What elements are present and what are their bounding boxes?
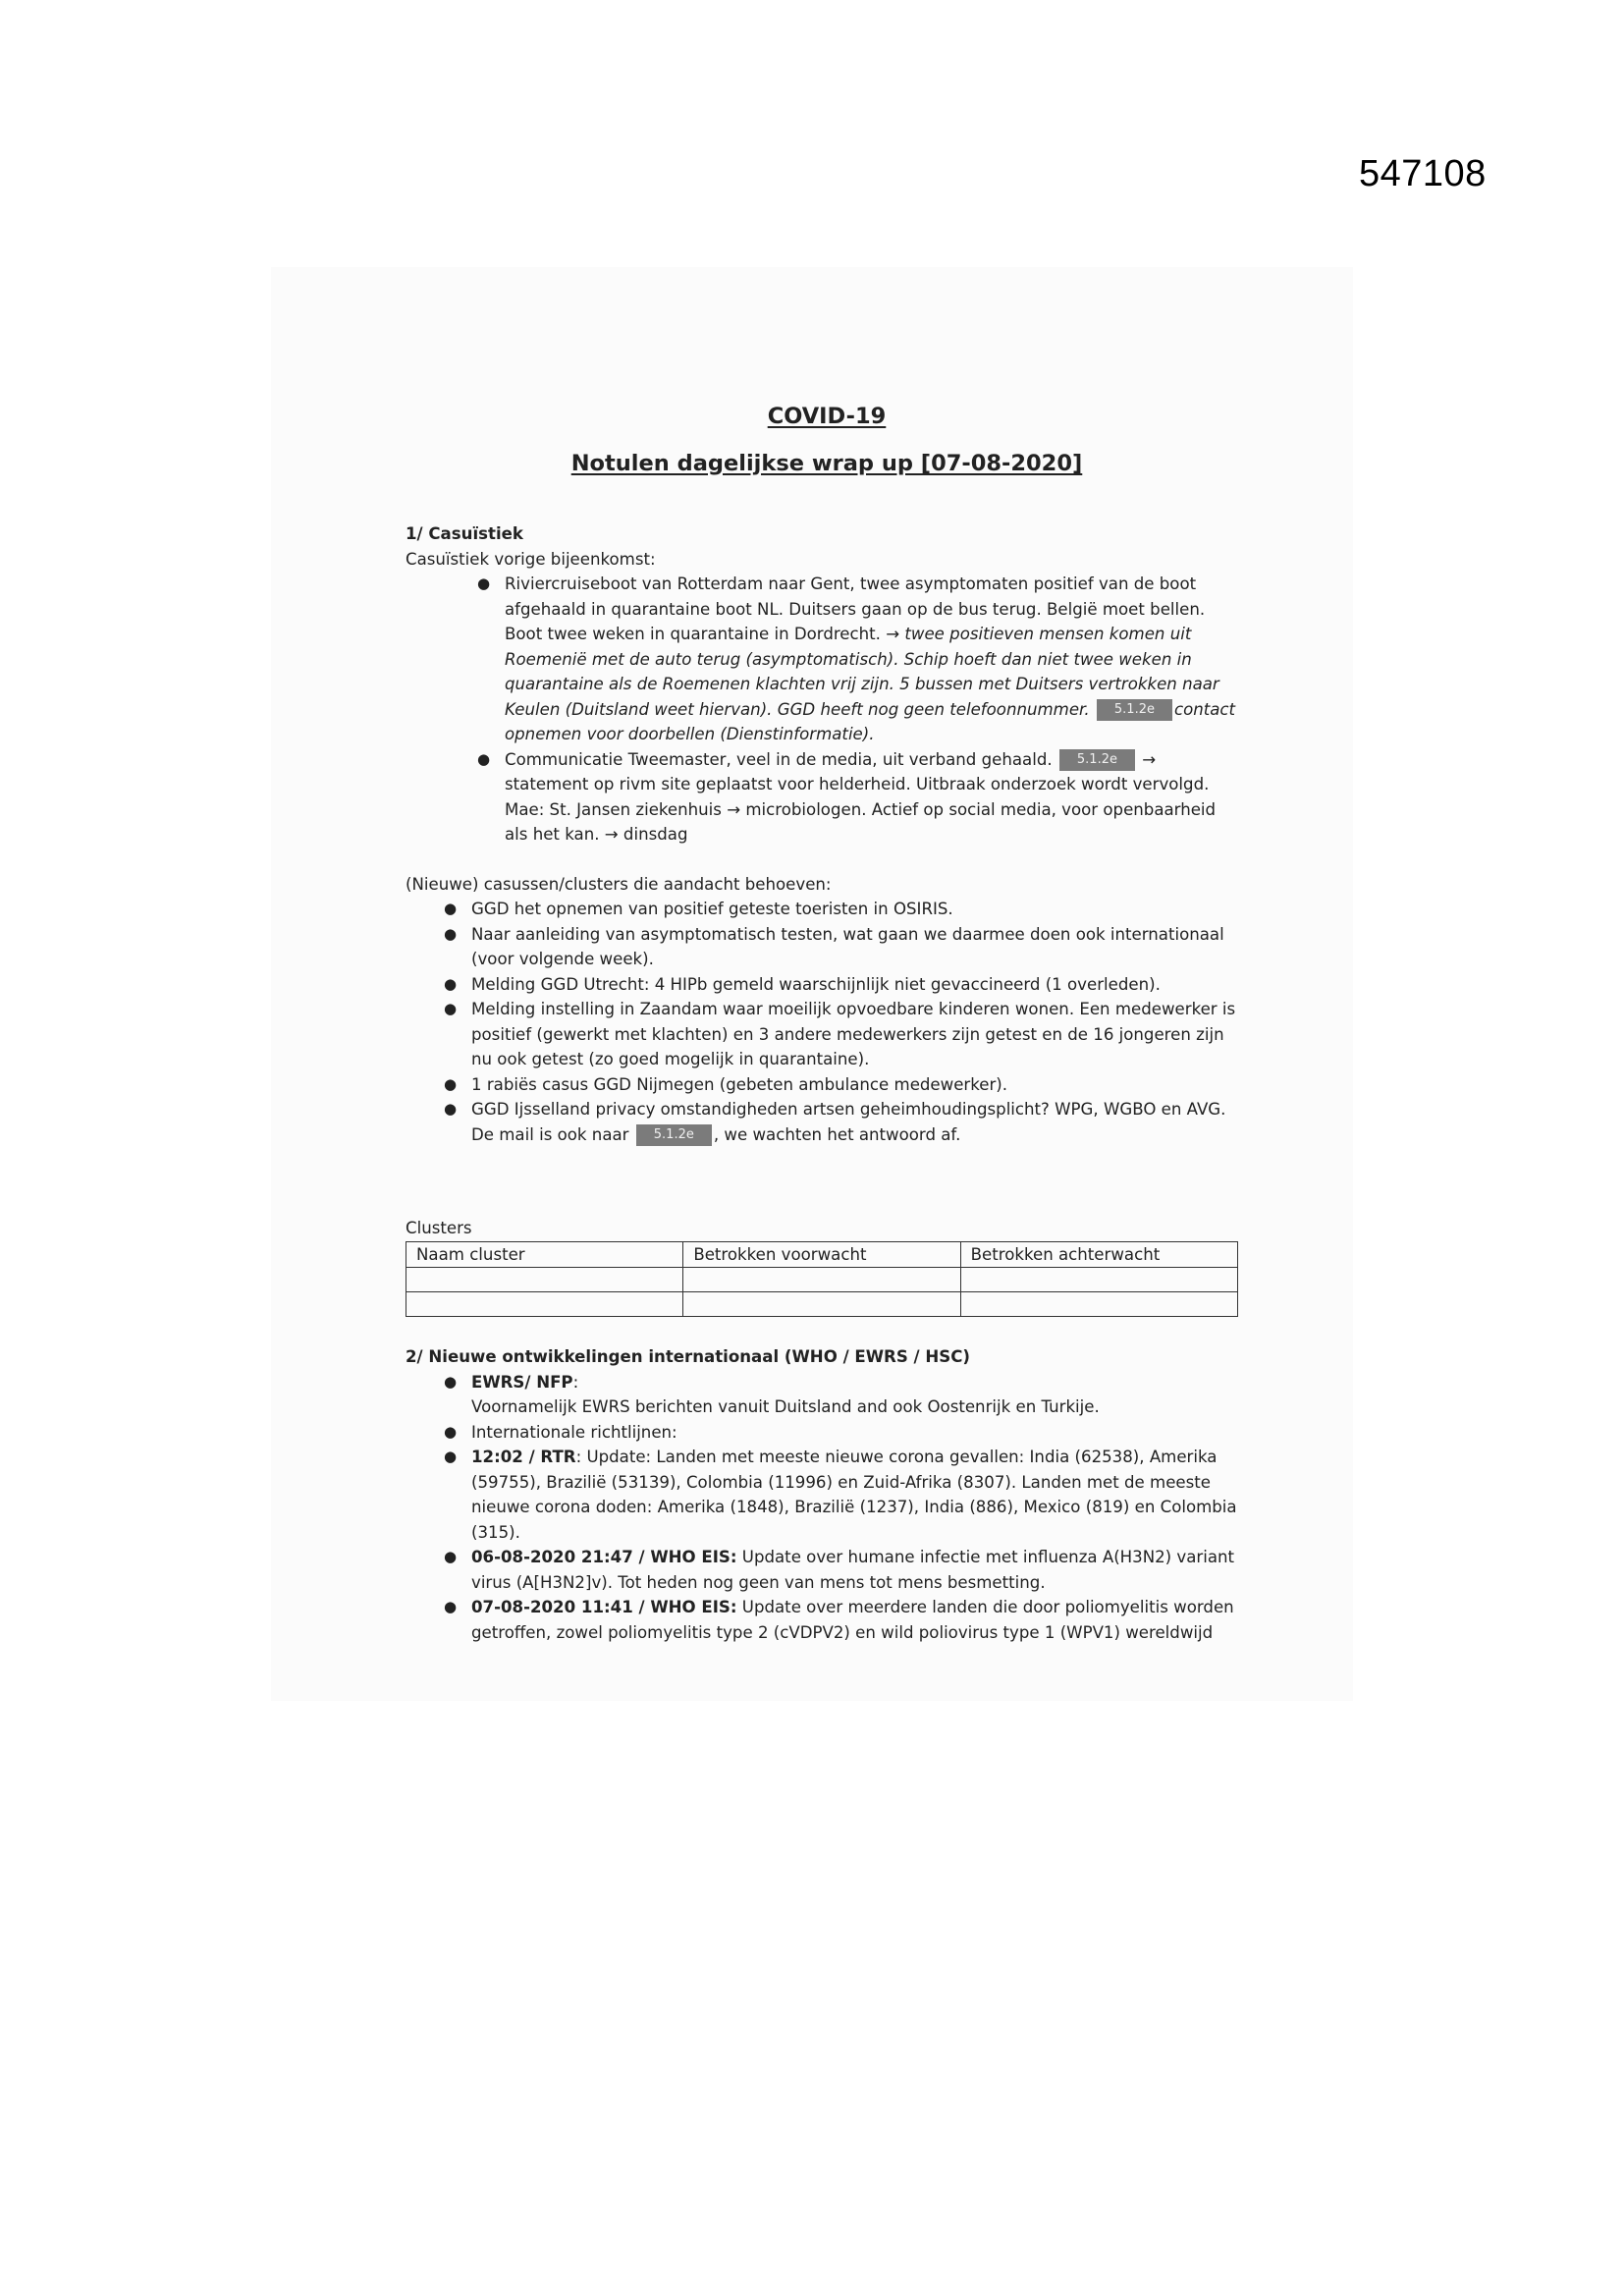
list-item [444,1445,1240,1545]
list-item [444,997,1240,1072]
document-id: 547108 [1359,153,1487,194]
column-header: Betrokken voorwacht [683,1241,960,1268]
bullet-icon: ● [444,1000,458,1017]
column-header: Naam cluster [406,1241,683,1268]
document-title: COVID-19 [767,404,887,429]
bullet-icon: ● [444,900,458,917]
bullet-text: Update over meerdere landen die door poliomyelitis worden getroffen, zowel poliomyelitis type 2 (cVDPV2) en wild poliovirus type 1 (WPV1) wereldwijd [471,1598,1234,1642]
new-cases-list [406,897,1240,1147]
bullet-text-italic: contact opnemen voor doorbellen (Dienstinformatie). [505,699,1236,743]
international-list [406,1370,1240,1646]
bullet-icon: ● [444,1548,458,1565]
section2-heading: 2/ Nieuwe ontwikkelingen internationaal (WHO / EWRS / HSC) [406,1347,970,1366]
bullet-text: : Update: Landen met meeste nieuwe corona gevallen: India (62538), Amerika (59755), Brazilië (53139), Colombia (11996) en Zuid-Afrika (8307). Landen met de meeste nieuwe corona doden: Amerika (1848), Brazilië (1237), India (886), Mexico (819) en Colombia (315). [471,1448,1237,1542]
bullet-bold: 06-08-2020 21:47 / WHO EIS: [471,1548,737,1566]
list-item [444,1545,1240,1595]
table-cell [960,1292,1237,1317]
bullet-bold: 12:02 / RTR [471,1448,576,1466]
list-item [444,1420,1240,1446]
bullet-text-italic: twee positieven mensen komen uit Roemenië met de auto terug (asymptomatisch). Schip hoeft dan niet twee weken in quarantaine als de Roemenen klachten vrij zijn. 5 bussen met Duitsers vertrokken naar Keulen (Duitsland weet hiervan). GGD heeft nog geen telefoonnummer. [505,625,1219,719]
bullet-icon: ● [444,1422,458,1441]
table-cell [406,1292,683,1317]
bullet-icon: ● [444,1598,458,1615]
table-cell [406,1268,683,1292]
clusters-label: Clusters [406,1219,472,1237]
bullet-text: GGD het opnemen van positief geteste toeristen in OSIRIS. [471,900,953,918]
bullet-text: GGD Ijsselland privacy omstandigheden artsen geheimhoudingsplicht? WPG, WGBO en AVG. De mail is ook naar [471,1100,1226,1144]
bullet-text: : [572,1372,579,1392]
redaction-box: 5.1.2e [1059,749,1135,771]
list-item [444,897,1240,922]
bullet-text: Update over humane infectie met influenza A(H3N2) variant virus (A[H3N2]v). Tot heden nog geen van mens tot mens besmetting. [471,1548,1235,1592]
bullet-text: , we wachten het antwoord af. [713,1124,961,1144]
section1-heading: 1/ Casuïstiek [406,524,523,543]
document-subtitle: Notulen dagelijkse wrap up [07-08-2020] [570,450,1083,476]
redaction-box: 5.1.2e [636,1124,712,1146]
list-item [477,572,1240,747]
bullet-icon: ● [477,749,491,768]
bullet-bold: 07-08-2020 11:41 / WHO EIS: [471,1598,737,1616]
bullet-text: Melding GGD Utrecht: 4 HIPb gemeld waarschijnlijk niet gevaccineerd (1 overleden). [471,974,1161,994]
column-header: Betrokken achterwacht [960,1241,1237,1268]
bullet-icon: ● [444,974,458,993]
bullet-icon: ● [444,1372,458,1391]
table-row [406,1268,1238,1292]
section1-intro: Casuïstiek vorige bijeenkomst: [406,549,656,569]
bullet-icon: ● [444,1448,458,1465]
clusters-table [406,1241,1238,1318]
table-cell [683,1292,960,1317]
bullet-text: → statement op rivm site geplaatst voor helderheid. Uitbraak onderzoek wordt vervolgd. Mae: St. Jansen ziekenhuis → microbiologen. Actief op social media, voor openbaarheid als het kan. → dinsdag [505,749,1217,844]
list-item [444,1370,1240,1420]
table-cell [683,1268,960,1292]
table-row [406,1292,1238,1317]
list-item [444,972,1240,998]
bullet-text: Naar aanleiding van asymptomatisch testen, wat gaan we daarmee doen ook internationaal (voor volgende week). [471,924,1224,968]
list-item [444,1097,1240,1147]
bullet-text: Melding instelling in Zaandam waar moeilijk opvoedbare kinderen wonen. Een medewerker is positief (gewerkt met klachten) en 3 andere medewerkers zijn getest en de 16 jongeren zijn nu ook getest (zo goed mogelijk in quarantaine). [471,1000,1236,1068]
list-item [477,747,1240,847]
list-item [444,1072,1240,1098]
bullet-text: Internationale richtlijnen: [471,1422,677,1442]
document-body [406,393,1240,1645]
list-item [444,1595,1240,1645]
bullet-text: 1 rabiës casus GGD Nijmegen (gebeten ambulance medewerker). [471,1074,1008,1094]
table-header-row [406,1241,1238,1268]
bullet-icon: ● [444,1100,458,1118]
redaction-box: 5.1.2e [1097,699,1172,721]
bullet-text: Riviercruiseboot van Rotterdam naar Gent, twee asymptomaten positief van de boot afgehaald in quarantaine boot NL. Duitsers gaan op de bus terug. België moet bellen. Boot twee weken in quarantaine in Dordrecht. → [505,574,1206,643]
list-item [444,922,1240,972]
bullet-icon: ● [444,1074,458,1093]
bullet-icon: ● [444,924,458,943]
bullet-text: Communicatie Tweemaster, veel in de media, uit verband gehaald. [505,749,1053,769]
new-cases-intro: (Nieuwe) casussen/clusters die aandacht behoeven: [406,874,832,894]
bullet-icon: ● [477,574,491,592]
previous-cases-list [406,572,1240,847]
bullet-bold: EWRS/ NFP [471,1372,573,1392]
bullet-subtext: Voornamelijk EWRS berichten vanuit Duitsland and ook Oostenrijk en Turkije. [471,1397,1100,1416]
table-cell [960,1268,1237,1292]
